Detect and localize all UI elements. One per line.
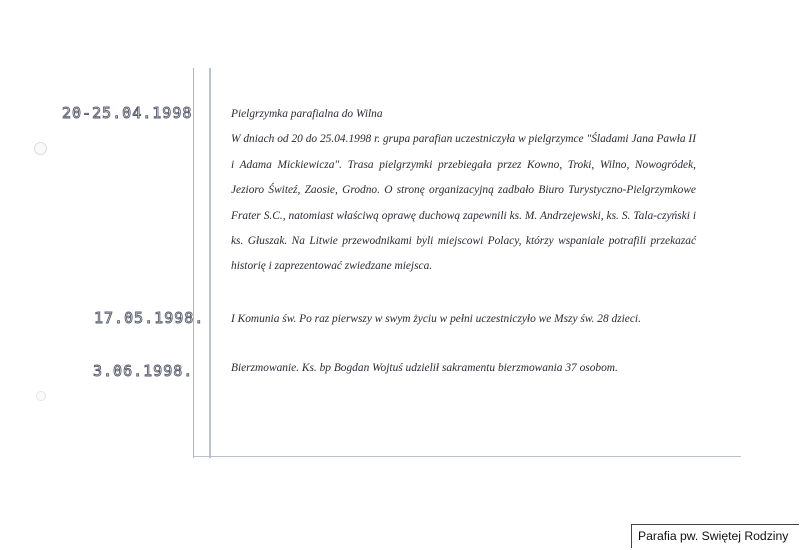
margin-date: 17.05.1998.: [94, 309, 205, 327]
punch-hole-mark: [34, 142, 47, 155]
entry-body: Bierzmowanie. Ks. bp Bogdan Wojtuś udzielił sakramentu bierzmowania 37 osobom.: [231, 362, 618, 374]
entry-title: Pielgrzymka parafialna do Wilna: [231, 108, 383, 120]
entry-body: W dniach od 20 do 25.04.1998 r. grupa parafian uczestniczyła w pielgrzymce "Śladami Jana Pawła II i Adama Mickiewicza". Trasa pielgrzymki przebiegała przez Kowno, Troki, Wilno, Nowogródek, Jezioro Świteź, Zaosie, Grodno. O stronę organizacyjną zadbało Biuro Turystyczno-Pielgrzymkowe Frater S.C., natomiast właściwą oprawę duchową zapewnili ks. M. Andrzejewski, ks. S. Tala-czyński i ks. Głuszak. Na Litwie przewodnikami byli miejscowi Polacy, którzy wspaniale potrafili przekazać historię i zaprezentować zwiedzane miejsca.: [231, 133, 696, 273]
parish-footer-label: Parafia pw. Swiętej Rodziny: [631, 524, 799, 548]
margin-rule: [209, 68, 211, 458]
chronicle-entry: [231, 356, 696, 381]
bottom-rule: [193, 456, 741, 457]
margin-rule: [193, 68, 194, 458]
chronicle-entry: [231, 307, 696, 332]
margin-date: 3.06.1998.: [93, 362, 194, 380]
punch-hole-mark: [36, 391, 46, 401]
margin-date: 20-25.04.1998: [62, 104, 193, 122]
entry-body: I Komunia św. Po raz pierwszy w swym życiu w pełni uczestniczyło we Mszy św. 28 dzieci.: [231, 313, 641, 325]
chronicle-entry: [231, 102, 696, 280]
